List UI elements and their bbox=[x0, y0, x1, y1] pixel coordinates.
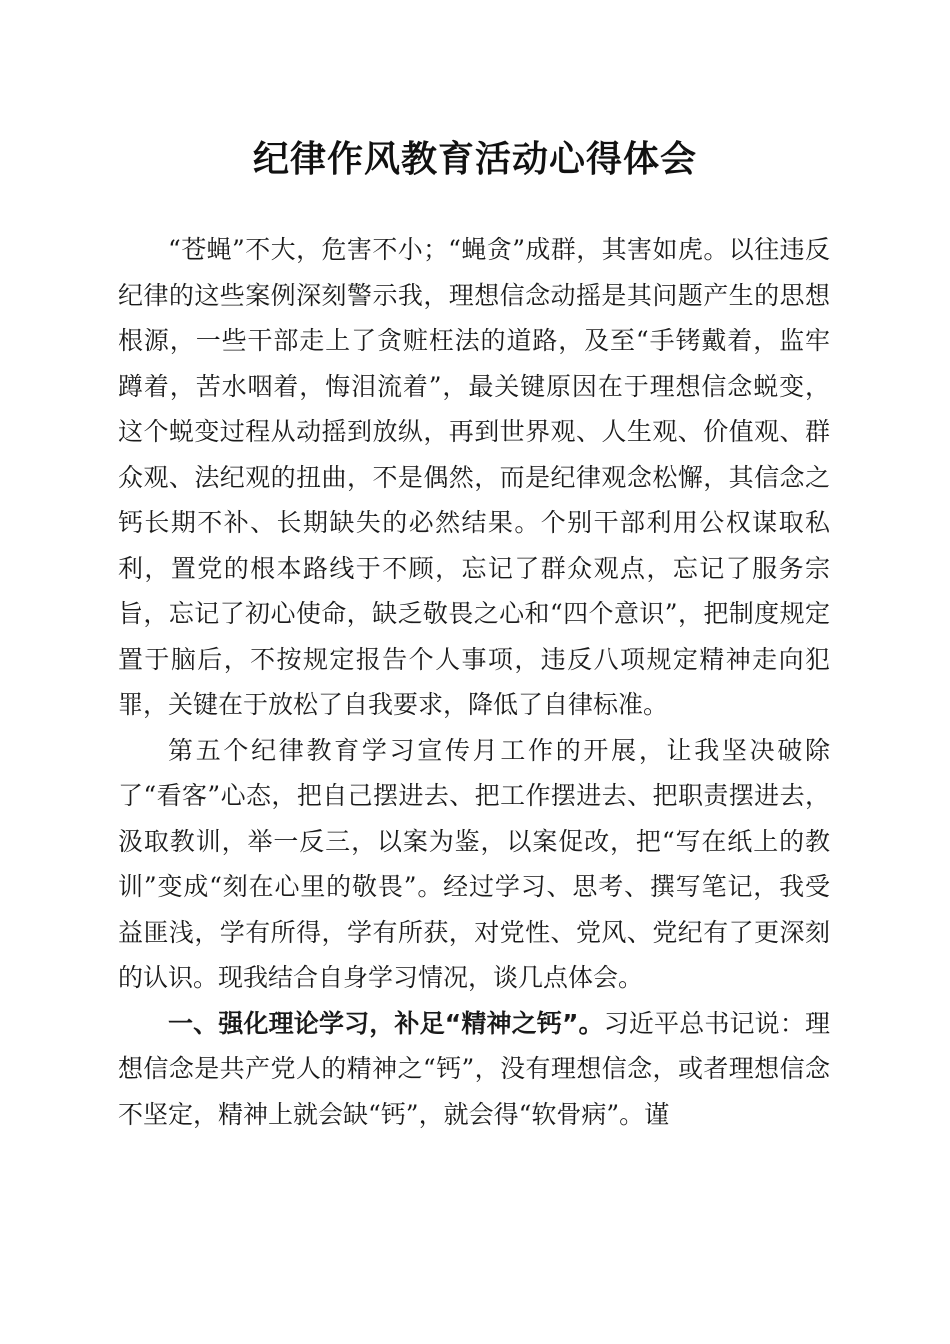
document-title: 纪律作风教育活动心得体会 bbox=[252, 138, 697, 180]
paragraph-2-text: 第五个纪律教育学习宣传月工作的开展，让我坚决破除了“看客”心态，把自己摆进去、把工作摆进去、把职责摆进去，汲取教训，举一反三，以案为鉴，以案促改，把“写在纸上的教训”变成“刻在心里的敬畏”。经过学习、思考、撰写笔记，我受益匪浅，学有所得，学有所获，对党性、党风、党纪有了更深刻的认识。现我结合自身学习情况，谈几点体会。 bbox=[118, 735, 830, 992]
section-heading-1: 一、强化理论学习，补足“精神之钙”。 bbox=[168, 1008, 604, 1038]
paragraph-1-text: “苍蝇”不大，危害不小；“蝇贪”成群，其害如虎。以往违反纪律的这些案例深刻警示我，理想信念动摇是其问题产生的思想根源，一些干部走上了贪赃枉法的道路，及至“手铐戴着，监牢蹲着，苦水咽着，悔泪流着”，最关键原因在于理想信念蜕变，这个蜕变过程从动摇到放纵，再到世界观、人生观、价值观、群众观、法纪观的扭曲，不是偶然，而是纪律观念松懈，其信念之钙长期不补、长期缺失的必然结果。个别干部利用公权谋取私利，置党的根本路线于不顾，忘记了群众观点，忘记了服务宗旨，忘记了初心使命，缺乏敬畏之心和“四个意识”，把制度规定置于脑后，不按规定报告个人事项，违反八项规定精神走向犯罪，关键在于放松了自我要求，降低了自律标准。 bbox=[118, 235, 830, 719]
paragraph-3-text: 习近平总书记说：理想信念是共产党人的精神之“钙”，没有理想信念，或者理想信念不坚定，精神上就会缺“钙”，就会得“软骨病”。谨 bbox=[118, 1008, 830, 1129]
document-body bbox=[118, 227, 830, 1137]
paragraph-2 bbox=[118, 728, 830, 1001]
paragraph-1 bbox=[118, 227, 830, 728]
paragraph-3 bbox=[118, 1001, 830, 1138]
